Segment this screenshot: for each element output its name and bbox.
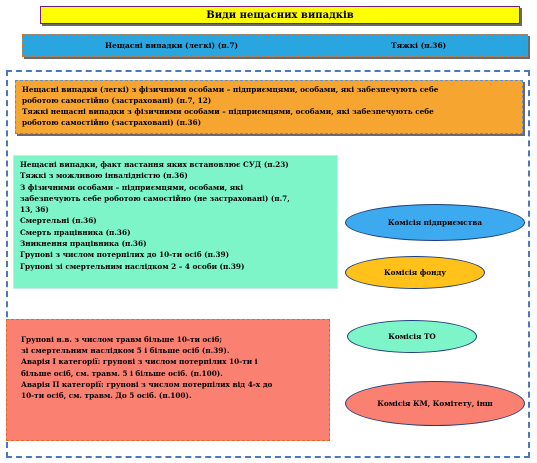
diagram-title (40, 6, 520, 24)
green-line: Смерть працівника (п.36) (20, 227, 131, 237)
green-line: Тяжкі з можливою інвалідністю (п.36) (20, 171, 188, 181)
km-commission-label: Комісія КМ, Комітету, інш (377, 398, 493, 408)
enterprise-commission-label: Комісія підприємства (387, 217, 483, 227)
green-line: Групові з числом потерпілих до 10-ти осіб (п.39) (20, 250, 230, 260)
km-commission-node (345, 381, 525, 426)
green-line: Групові зі смертельним наслідком 2 – 4 особи (п.39) (20, 261, 245, 271)
group-accidents-box (6, 319, 330, 441)
enterprise-commission-cases-box (13, 155, 338, 289)
accident-types-bar (22, 34, 528, 57)
to-commission-label: Комісія ТО (388, 331, 436, 341)
orange-line: Тяжкі нещасні випадки з фізичними особами – підприємцями, особами, які забезпечують себе (22, 107, 434, 116)
fund-commission-node (345, 256, 485, 289)
salmon-line: Групові н.в. з числом травм більше 10-ти осіб; (21, 335, 223, 344)
salmon-line: зі смертельним наслідком 5 і більше осіб (п.39). (21, 346, 230, 356)
orange-line: Нещасні випадки (легкі) з фізичними особами – підприємцями, особами, які забезпечують себе (22, 85, 439, 94)
green-line: З фізичними особами – підприємцями, особами, які (20, 182, 244, 192)
green-line: Нещасні випадки, факт настання яких встановлює СУД (п.23) (20, 160, 289, 169)
orange-line: роботою самостійно (застраховані) (п.36) (22, 118, 202, 127)
title-text: Види нещасних випадків (206, 9, 354, 21)
salmon-line: Аварія ІІ категорії: групові з числом потерпілих від 4-х до (21, 379, 273, 389)
fund-commission-label: Комісія фонду (383, 267, 447, 277)
type-light-label: Нещасні випадки (легкі) (п.7) (105, 41, 239, 50)
green-line: 13, 36) (20, 205, 49, 215)
orange-line: роботою самостійно (застраховані) (п.7, 12) (22, 96, 212, 105)
salmon-line: Аварія І категорії: групові з числом потерпілих 10-ти і (21, 357, 258, 367)
green-line: Смертельні (п.36) (20, 216, 97, 226)
to-commission-node (347, 320, 477, 353)
green-line: забезпечують себе роботою самостійно (не застраховані) (п.7, (20, 193, 290, 203)
enterprise-commission-node (345, 204, 525, 241)
self-employed-accidents-box (15, 80, 523, 134)
salmon-line: 10-ти осіб, см. травм. До 5 осіб. (п.100). (21, 391, 192, 401)
salmon-line: більше осіб, см. травм. 5 і більше осіб. (п.100). (21, 368, 223, 378)
green-line: Зникнення працівника (п.36) (20, 239, 147, 249)
type-severe-label: Тяжкі (п.36) (391, 41, 447, 50)
